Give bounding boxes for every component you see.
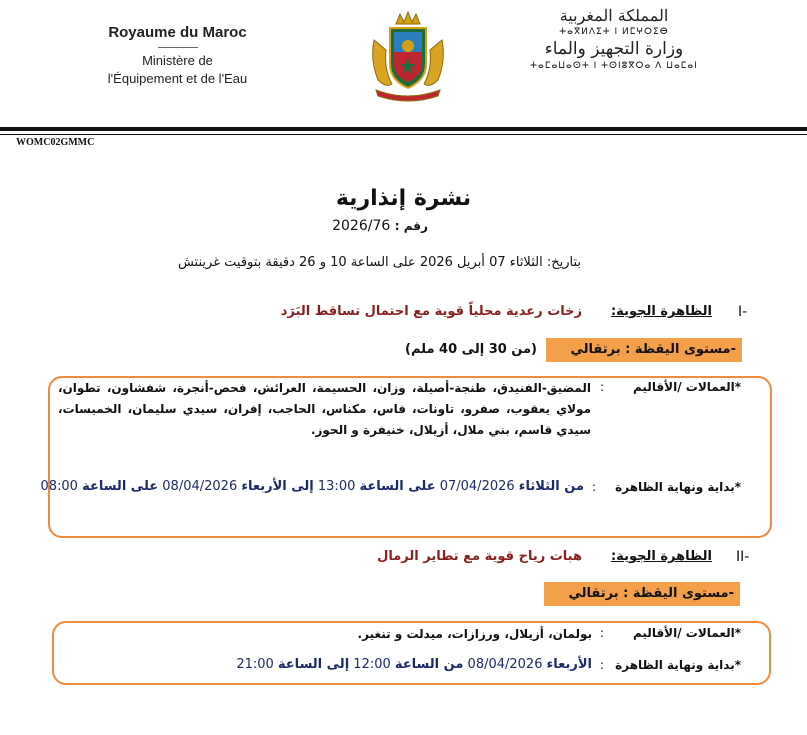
- section-1-period-from-time: 13:00: [317, 479, 356, 494]
- fr-kingdom-name: Royaume du Maroc: [108, 24, 247, 41]
- section-1-period: [40, 479, 584, 494]
- section-1-period-to-time: 08:00: [40, 479, 78, 494]
- section-2-regions: بولمان، أزيلال، ورزازات، ميدلت و تنغير.: [357, 627, 592, 641]
- section-1-number: I-: [738, 304, 748, 320]
- arabic-ministry-header: [519, 6, 709, 73]
- section-2-phenomenon: هبات رياح قوية مع تطاير الرمال: [377, 549, 582, 564]
- section-1-period-label: *بداية ونهاية الظاهرة: [615, 480, 741, 494]
- section-2-vigilance-label: -مستوى اليقظة :: [623, 586, 734, 601]
- section-1-phenomenon-label: الظاهرة الجوية:: [610, 304, 712, 319]
- section-2-period-from-time-word: من الساعة: [394, 657, 464, 672]
- section-1-vigilance-label: -مستوى اليقظة :: [625, 342, 736, 357]
- ar-kingdom-name: المملكة المغربية: [559, 6, 669, 25]
- section-2-period-from-time: 12:00: [353, 657, 391, 672]
- section-2-vigilance-level: برتقالي: [568, 586, 619, 601]
- section-2-phenomenon-label: الظاهرة الجوية:: [610, 549, 712, 564]
- section-2-vigilance-bar: [544, 582, 740, 606]
- section-1-range: (من 30 إلى 40 ملم): [405, 342, 537, 357]
- section-2-period-from-word: الأربعاء: [546, 657, 592, 672]
- section-1-period-to-time-word: على الساعة: [82, 479, 159, 494]
- section-1-vigilance-level: برتقالي: [570, 342, 621, 357]
- section-2-period: [210, 657, 592, 672]
- section-2-number: II-: [736, 549, 750, 565]
- header-rule-thick: [0, 127, 807, 131]
- fr-header-divider: [158, 47, 198, 48]
- document-code: WOMC02GMMC: [16, 137, 95, 148]
- moroccan-coat-of-arms-icon: [368, 10, 448, 102]
- header-rule-thin: [0, 134, 807, 135]
- section-2-period-to-time: 21:00: [236, 657, 274, 672]
- section-2-period-to-word: إلى الساعة: [277, 657, 350, 672]
- fr-ministry-line1: Ministère de: [142, 53, 213, 68]
- bulletin-number: [320, 218, 440, 234]
- section-1-regions-colon: :: [600, 380, 605, 394]
- section-1-regions-label: *العمالات /الأقاليم: [633, 380, 741, 394]
- section-1-period-from-date: 07/04/2026: [439, 479, 515, 494]
- section-1-period-colon: :: [592, 480, 597, 494]
- section-1-regions: المضيق-الفنيدق، طنجة-أصيلة، وزان، الحسيمة، العرائش، فحص-أنجرة، شفشاون، تطوان، مولاي يعقوب، صفرو، تاونات، فاس، مكناس، الحاجب، إفران، سيدي سليمان، الخميسات، سيدي قاسم، بني ملال، أزيلال، خنيفرة و الحوز.: [58, 381, 591, 437]
- section-2-period-label: *بداية ونهاية الظاهرة: [615, 658, 741, 672]
- bulletin-date: بتاريخ: الثلاثاء 07 أبريل 2026 على الساعة 10 و 26 دقيقة بتوقيت غرينتش: [177, 255, 581, 270]
- bulletin-number-value: 2026/76: [332, 218, 391, 234]
- section-2-regions-colon: :: [600, 626, 605, 640]
- section-1-phenomenon: زخات رعدية محلياً قوية مع احتمال تساقط البَرَد: [280, 304, 582, 319]
- section-2-regions-label: *العمالات /الأقاليم: [633, 626, 741, 640]
- bulletin-number-label: رقم :: [394, 219, 428, 233]
- french-ministry-header: [70, 24, 285, 88]
- tifinagh-kingdom-name: ⵜⴰⴳⵍⴷⵉⵜ ⵏ ⵍⵎⵖⵔⵉⴱ: [559, 27, 669, 37]
- section-1-period-to-word: إلى الأربعاء: [241, 479, 314, 494]
- fr-ministry-line2: l'Équipement et de l'Eau: [107, 71, 248, 86]
- ar-ministry-name: وزارة التجهيز والماء: [544, 39, 684, 59]
- section-1-period-to-date: 08/04/2026: [162, 479, 238, 494]
- bulletin-title: نشرة إنذارية: [335, 186, 472, 211]
- section-1-period-from-time-word: على الساعة: [359, 479, 436, 494]
- section-2-period-from-date: 08/04/2026: [467, 657, 543, 672]
- section-2-period-colon: :: [600, 658, 605, 672]
- tifinagh-ministry-name: ⵜⴰⵎⴰⵡⴰⵙⵜ ⵏ ⵜⵙⵏⵓⴳⵔⴰ ⴷ ⵡⴰⵎⴰⵏ: [530, 61, 698, 71]
- section-1-vigilance-bar: [546, 338, 742, 362]
- section-1-period-from-word: من الثلاثاء: [518, 479, 584, 494]
